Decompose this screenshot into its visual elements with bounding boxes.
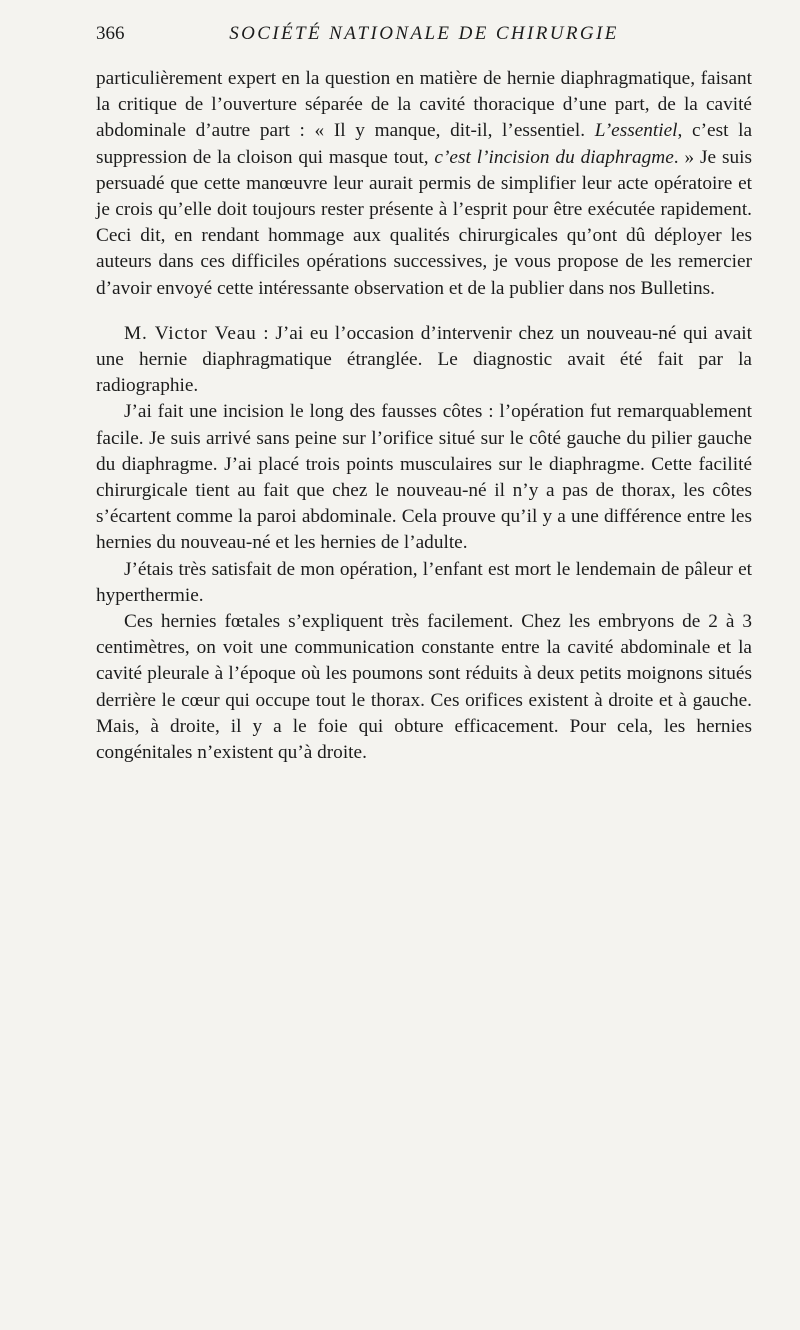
italic-incision: c’est l’incision du diaphragme	[434, 146, 674, 168]
page-header	[96, 18, 752, 50]
paragraph-4: J’étais très satisfait de mon opération, l’enfant est mort le lendemain de pâleur et hyperthermie.	[96, 558, 752, 606]
paragraph-1-text-c: , c’est la suppression de la cloison qui masque tout,	[96, 120, 753, 168]
paragraph-1-text-a: particulièrement expert en la question en matière de hernie diaphragmatique, faisant la critique de l’ouverture séparée de la cavité thoracique d’une part, de la cavité abdominale d’autre part : « Il y manque, dit-il, l’essentiel.	[96, 68, 752, 142]
paragraph-5: Ces hernies fœtales s’expliquent très facilement. Chez les embryons de 2 à 3 centimètres, on voit une communication constante entre la cavité abdominale et la cavité pleurale à l’époque où les poumons sont réduits à deux petits moignons situés derrière le cœur qui occupe tout le thorax. Ces orifices existent à droite et à gauche. Mais, à droite, il y a le foie qui obture efficacement. Pour cela, les hernies congénitales n’existent qu’à droite.	[96, 611, 752, 764]
running-title: SOCIÉTÉ NATIONALE DE CHIRURGIE	[229, 23, 619, 44]
speaker-name: M. Victor Veau	[124, 322, 257, 344]
paragraph-2	[96, 321, 752, 400]
paragraph-3: J’ai fait une incision le long des fausses côtes : l’opération fut remarquablement facile. Je suis arrivé sans peine sur l’orifice situé sur le côté gauche du pilier gauche du diaphragme. J’ai placé trois points musculaires sur le diaphragme. Cette facilité chirurgicale tient au fait que chez le nouveau-né il n’y a pas de thorax, les côtes s’écartent comme la paroi abdominale. Cela prouve qu’il y a une différence entre les hernies du nouveau-né et les hernies de l’adulte.	[96, 401, 752, 554]
paragraph-1-text-e: . » Je suis persuadé que cette manœuvre leur aurait permis de simplifier leur acte opératoire et je crois qu’elle doit toujours rester présente à l’esprit pour être exécutée rapidement. Ceci dit, en rendant hommage aux qualités chirurgicales qu’ont dû déployer les auteurs dans ces difficiles opérations successives, je vous propose de les remercier d’avoir envoyé cette intéressante observation et de la publier dans nos Bulletins.	[96, 146, 752, 299]
paragraph-1	[96, 66, 752, 302]
body-text	[96, 66, 752, 766]
page-number: 366	[96, 23, 125, 44]
italic-essentiel: L’essentiel	[594, 120, 678, 142]
paragraph-2-text: : J’ai eu l’occasion d’intervenir chez un nouveau-né qui avait une hernie diaphragmatique étranglée. Le diagnostic avait été fait par la radiographie.	[96, 322, 752, 397]
